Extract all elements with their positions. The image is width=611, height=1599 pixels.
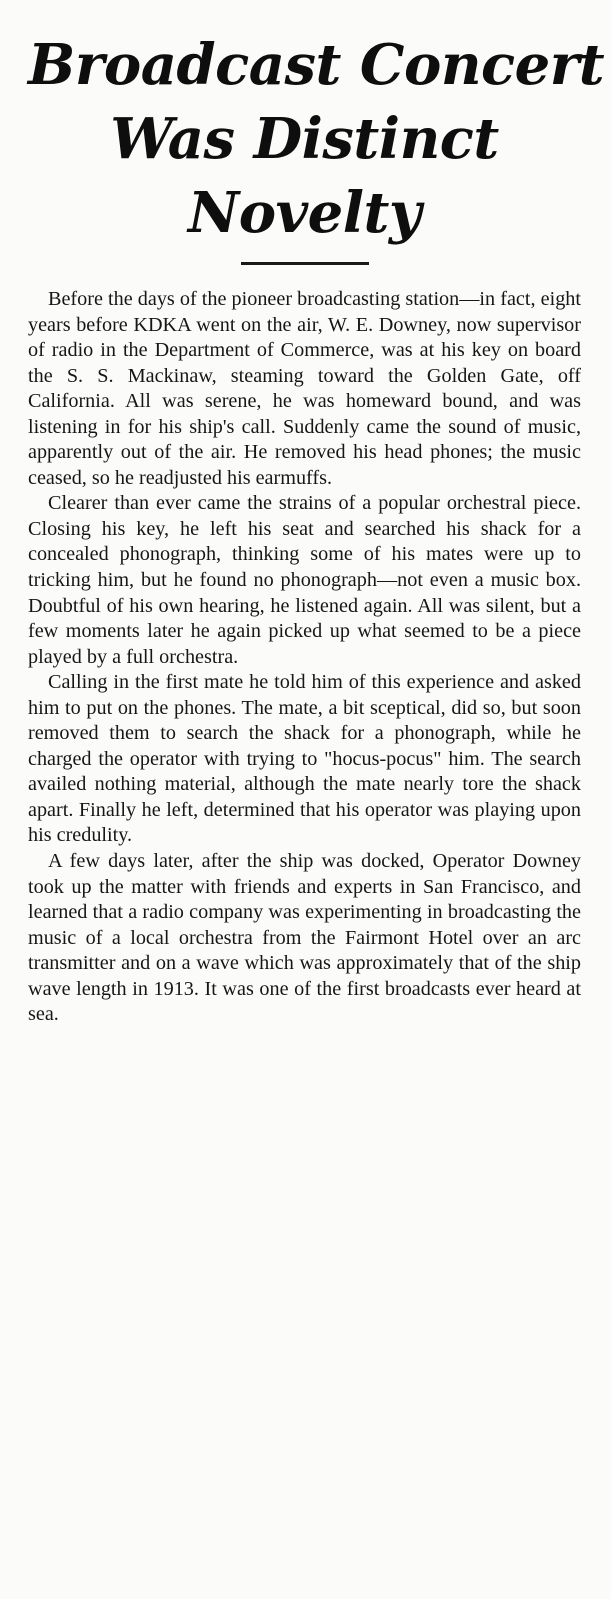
headline-divider-rule: [241, 262, 369, 265]
headline-line-1: Broadcast Concert: [28, 32, 605, 98]
headline-line-2: Was Distinct: [110, 106, 499, 172]
paragraph-1: Before the days of the pioneer broadcasting station—in fact, eight years before KDKA went on the air, W. E. Downey, now supervisor of radio in the Department of Commerce, was at his key on board the S. S. Mackinaw, steaming toward the Golden Gate, off California. All was serene, he was homeward bound, and was listening in for his ship's call. Suddenly came the sound of music, apparently out of the air. He removed his head phones; the music ceased, so he readjusted his earmuffs.: [28, 288, 581, 489]
paragraph-2: Clearer than ever came the strains of a popular orchestral piece. Closing his key, he left his seat and searched his shack for a concealed phonograph, thinking some of his mates were up to tricking him, but he found no phonograph—not even a music box. Doubtful of his own hearing, he listened again. All was silent, but a few moments later he again picked up what seemed to be a piece played by a full orchestra.: [28, 492, 581, 668]
headline-line-3: Novelty: [188, 180, 421, 246]
article-body: [28, 287, 581, 1028]
paragraph-4: A few days later, after the ship was docked, Operator Downey took up the matter with friends and experts in San Francisco, and learned that a radio company was experimenting in broadcasting the music of a local orchestra from the Fairmont Hotel over an arc transmitter and on a wave which was approximately that of the ship wave length in 1913. It was one of the first broadcasts ever heard at sea.: [28, 850, 581, 1026]
paragraph-3: Calling in the first mate he told him of this experience and asked him to put on the phones. The mate, a bit sceptical, did so, but soon removed them to search the shack for a phonograph, while he charged the operator with trying to "hocus-pocus" him. The search availed nothing material, although the mate nearly tore the shack apart. Finally he left, determined that his operator was playing upon his credulity.: [28, 671, 581, 847]
headline: [28, 28, 605, 250]
